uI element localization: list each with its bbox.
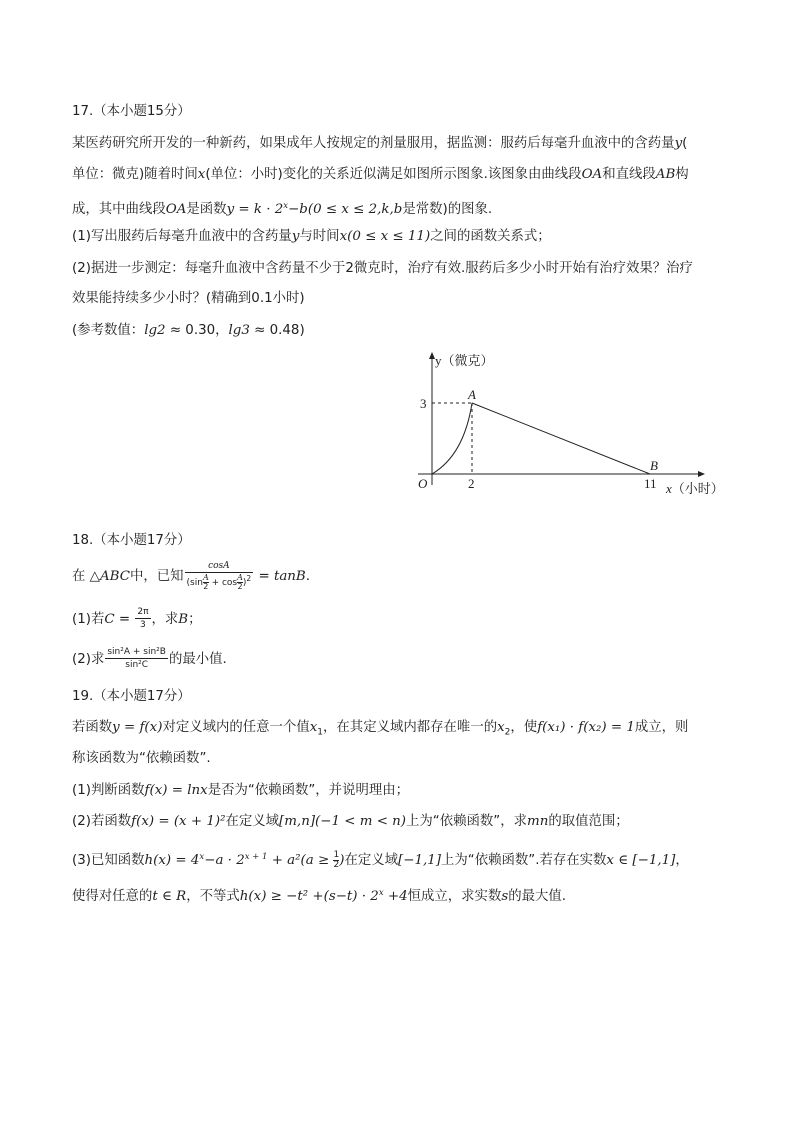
q18-part1: (1)若C = $\frac{2\pi}{3}$ ，求B； xyxy=(72,607,202,630)
q17-part2-line2: 效果能持续多少小时？(精确到0.1小时) xyxy=(72,291,305,306)
q17-header: 17.（本小题15分） xyxy=(72,104,191,119)
q18-header: 18.（本小题17分） xyxy=(72,533,191,548)
q17-line3: 成，其中曲线段OA是函数$y = k \cdot 2^x-b(0 \le x \le 2,k,b$是常数)的图象. xyxy=(72,201,493,217)
q19-line1: 若函数y = f(x)对定义域内的任意一个值$x_1$，在其定义域内都存在唯一的$x_2$，使f(x₁) · f(x₂) = 1成立，则 xyxy=(72,720,689,738)
x-axis-label: x（小时） xyxy=(666,481,724,496)
dosage-graph xyxy=(404,345,734,505)
q19-part2: (2)若函数f(x) = (x + 1)²在定义域[m,n](−1 < m < n)上为“依赖函数”，求mn的取值范围； xyxy=(72,814,629,829)
q18-line1: 在 △ABC中，已知 cosA (sin $\frac{A}{2}$ + cos $\frac{A}{2}$ )$^2$ = tanB. xyxy=(72,561,311,591)
q17-reference-values: (参考数值：lg2 ≈ 0.30，lg3 ≈ 0.48) xyxy=(72,323,305,338)
label-point-b: B xyxy=(650,458,658,473)
label-point-a: A xyxy=(468,387,476,402)
q17-part1: (1)写出服药后每毫升血液中的含药量y与时间x(0 ≤ x ≤ 11)之间的函数关系式； xyxy=(72,229,551,244)
q19-part1: (1)判断函数f(x) = lnx是否为“依赖函数”，并说明理由； xyxy=(72,783,410,798)
q19-line4: 使得对任意的t ∈ R，不等式$h(x) \ge -t^2 +(s-t) \cdot 2^x +4$恒成立，求实数s的最大值. xyxy=(72,888,567,904)
q17-line1: 某医药研究所开发的一种新药，如果成年人按规定的剂量服用，据监测：服药后每毫升血液中的含药量y( xyxy=(72,136,688,151)
q17-part2-line1: (2)据进一步测定：每毫升血液中含药量不少于2微克时，治疗有效.服药后多少小时开始有治疗效果？治疗 xyxy=(72,261,693,276)
q17-line2: 单位：微克)随着时间x(单位：小时)变化的关系近似满足如图所示图象.该图象由曲线段OA和直线段AB构 xyxy=(72,167,689,182)
segment-ab xyxy=(472,403,650,474)
q19-line2: 称该函数为“依赖函数”. xyxy=(72,751,211,766)
q19-part3: (3)已知函数$h(x) = 4^x-a \cdot 2^{x + 1} + a^2(a$ ≥ $\frac{1}{2}$ )在定义域[−1,1]上为“依赖函数”.若存在实数x ∈ [−1,1]， xyxy=(72,849,689,870)
tick-y-3: 3 xyxy=(420,396,427,411)
curve-oa xyxy=(432,403,472,474)
tick-x-11: 11 xyxy=(644,476,657,491)
label-origin: O xyxy=(418,476,428,491)
q19-header: 19.（本小题17分） xyxy=(72,689,191,704)
q18-part2: (2)求 $\frac{\text{sin²A + sin²B}}{\text{sin²C}}$ 的最小值. xyxy=(72,647,227,670)
tick-x-2: 2 xyxy=(468,476,475,491)
y-axis-label: y（微克） xyxy=(435,353,494,368)
